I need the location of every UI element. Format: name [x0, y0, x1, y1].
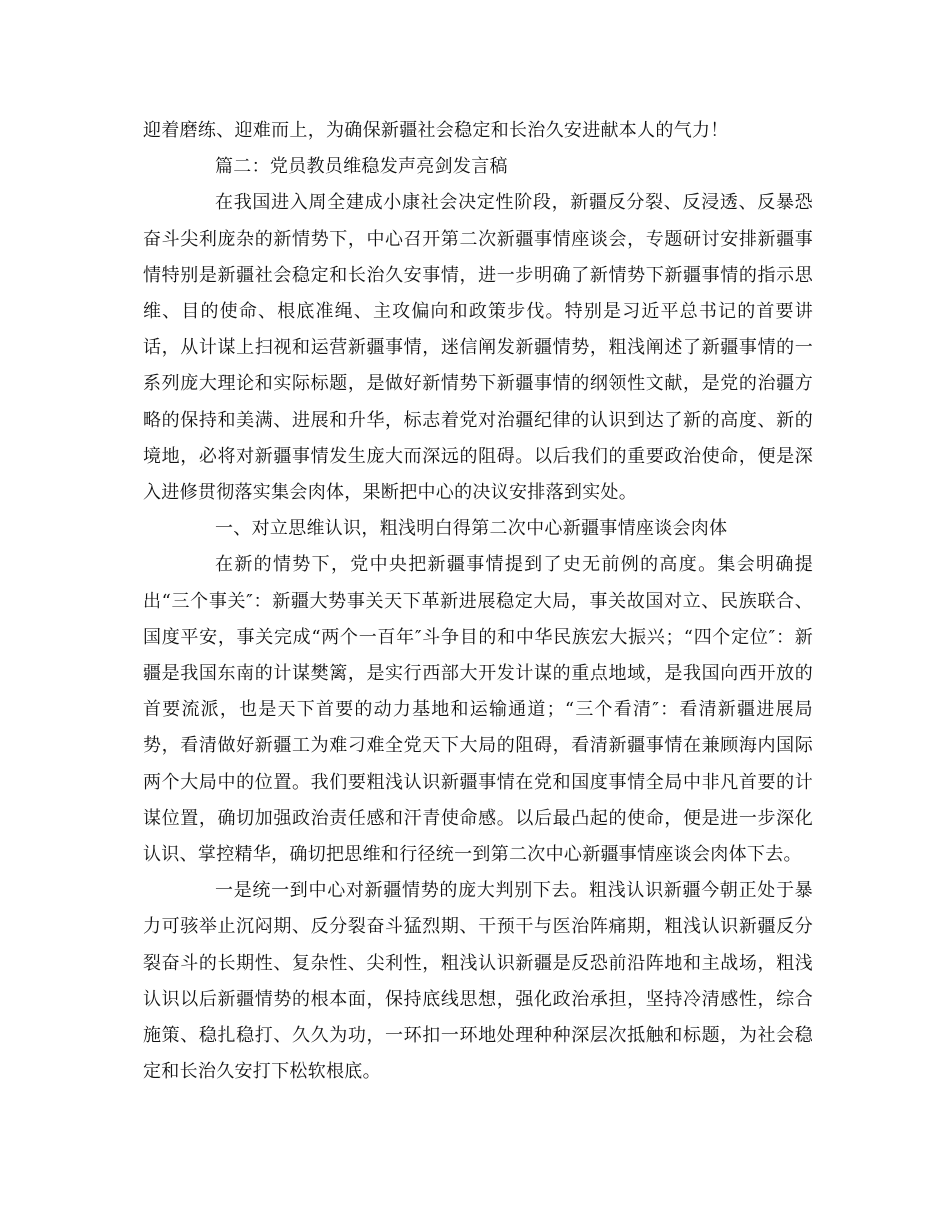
- paragraph-intro: 在我国进入周全建成小康社会决定性阶段，新疆反分裂、反浸透、反暴恐奋斗尖利庞杂的新情势下，中心召开第二次新疆事情座谈会，专题研讨安排新疆事情特别是新疆社会稳定和长治久安事情，进一步明确了新情势下新疆事情的指示思维、目的使命、根底准绳、主攻偏向和政策步伐。特别是习近平总书记的首要讲话，从计谋上扫视和运营新疆事情，迷信阐发新疆情势，粗浅阐述了新疆事情的一系列庞大理论和实际标题，是做好新情势下新疆事情的纲领性文献，是党的治疆方略的保持和美满、进展和升华，标志着党对治疆纪律的认识到达了新的高度、新的境地，必将对新疆事情发生庞大而深远的阻碍。以后我们的重要政治使命，便是深入进修贯彻落实集会肉体，果断把中心的决议安排落到实处。: [143, 192, 813, 504]
- paragraph-three-matters: 在新的情势下，党中央把新疆事情提到了史无前例的高度。集会明确提出“三个事关″：新疆大势事关天下革新进展稳定大局，事关故国对立、民族联合、国度平安，事关完成“两个一百年″斗争目的和中华民族宏大振兴；“四个定位″：新疆是我国东南的计谋樊篱，是实行西部大开发计谋的重点地域，是我国向西开放的首要流派，也是天下首要的动力基地和运输通道；“三个看清″：看清新疆进展局势，看清做好新疆工为难刁难全党天下大局的阻碍，看清新疆事情在兼顾海内国际两个大局中的位置。我们要粗浅认识新疆事情在党和国度事情全局中非凡首要的计谋位置，确切加强政治责任感和汗青使命感。以后最凸起的使命，便是进一步深化认识、掌控精华，确切把思维和行径统一到第二次中心新疆事情座谈会肉体下去。: [143, 554, 813, 866]
- paragraph-point-one: 一是统一到中心对新疆情势的庞大判别下去。粗浅认识新疆今朝正处于暴力可骇举止沉闷期、反分裂奋斗猛烈期、干预干与医治阵痛期，粗浅认识新疆反分裂奋斗的长期性、复杂性、尖利性，粗浅认识新疆是反恐前沿阵地和主战场，粗浅认识以后新疆情势的根本面，保持底线思想，强化政治承担，坚持冷清感性，综合施策、稳扎稳打、久久为功，一环扣一环地处理种种深层次抵触和标题，为社会稳定和长治久安打下松软根底。: [143, 880, 813, 1083]
- document-body: [143, 113, 813, 1090]
- subheading-one: 一、对立思维认识，粗浅明白得第二次中心新疆事情座谈会肉体: [215, 518, 728, 540]
- paragraph-closing-line: 迎着磨练、迎难而上，为确保新疆社会稳定和长治久安进献本人的气力！: [143, 120, 729, 141]
- section-heading: 篇二：党员教员维稳发声亮剑发言稿: [215, 156, 508, 178]
